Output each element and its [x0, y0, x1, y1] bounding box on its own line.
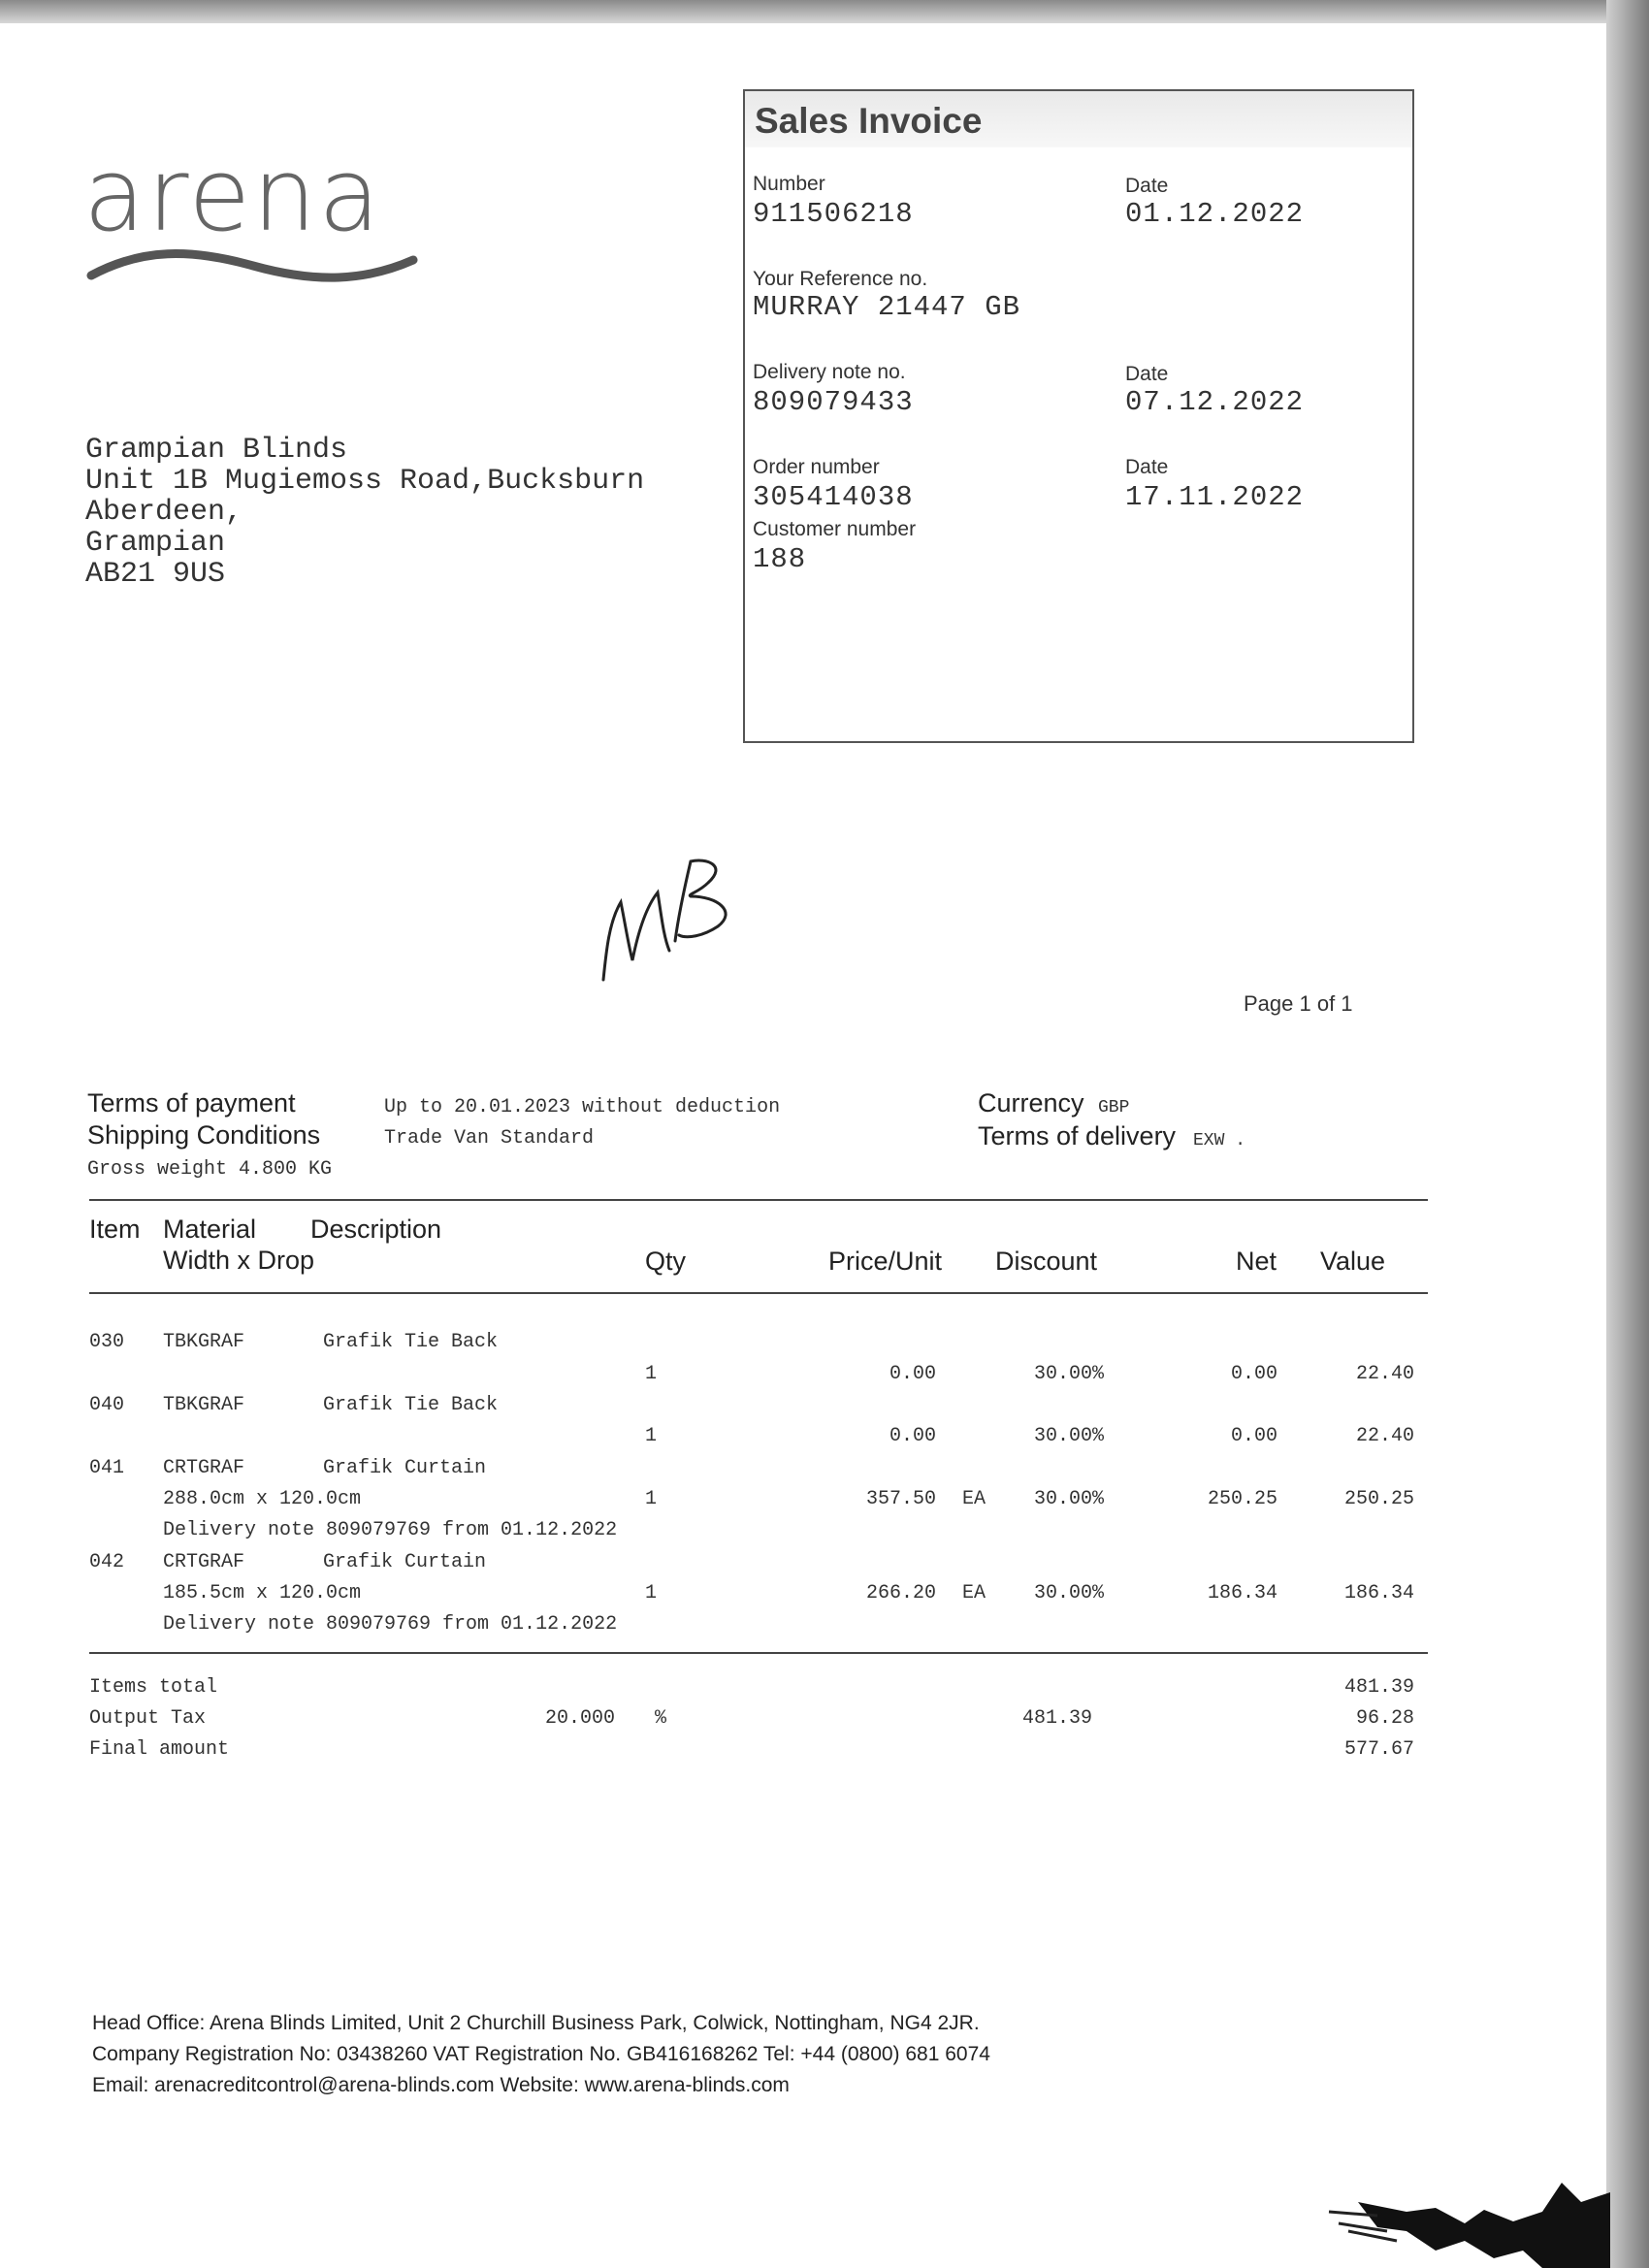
row-net: 186.34 — [1207, 1582, 1277, 1604]
customer-address — [85, 435, 644, 590]
address-line: Aberdeen, — [85, 496, 243, 529]
items-total-label: Items total — [89, 1676, 218, 1699]
order-date: 17.11.2022 — [1125, 481, 1305, 513]
address-line: AB21 9US — [85, 558, 226, 591]
col-qty: Qty — [645, 1247, 687, 1276]
address-line: Grampian Blinds — [85, 434, 348, 467]
divider — [89, 1199, 1428, 1201]
row-value: 250.25 — [1343, 1488, 1414, 1510]
date-label: Date — [1125, 175, 1169, 197]
row-discount: 30.00% — [1033, 1488, 1104, 1510]
row-size: 288.0cm x 120.0cm — [163, 1488, 362, 1510]
row-value: 186.34 — [1343, 1582, 1414, 1604]
row-qty: 1 — [645, 1363, 658, 1385]
shipping-value: Trade Van Standard — [384, 1127, 595, 1150]
invoice-date: 01.12.2022 — [1125, 198, 1305, 230]
row-price: 0.00 — [889, 1425, 936, 1447]
footer-contact: Email: arenacreditcontrol@arena-blinds.com Website: www.arena-blinds.com — [92, 2074, 790, 2096]
row-material: TBKGRAF — [163, 1331, 245, 1353]
scan-edge-right — [1606, 0, 1649, 2268]
row-material: TBKGRAF — [163, 1394, 245, 1416]
row-value: 22.40 — [1355, 1425, 1414, 1447]
order-label: Order number — [753, 456, 880, 478]
footer-registration: Company Registration No: 03438260 VAT Registration No. GB416168262 Tel: +44 (0800) 681 6074 — [92, 2043, 990, 2065]
tax-amount: 96.28 — [1355, 1707, 1414, 1730]
delivery-date: 07.12.2022 — [1125, 386, 1305, 418]
final-amount-label: Final amount — [89, 1738, 230, 1761]
row-description: Grafik Tie Back — [323, 1394, 499, 1416]
col-item: Item — [89, 1215, 141, 1244]
row-price: 266.20 — [865, 1582, 936, 1604]
reference-value: MURRAY 21447 GB — [753, 291, 1021, 323]
currency-value: GBP — [1098, 1098, 1130, 1118]
divider — [89, 1292, 1428, 1294]
row-net: 250.25 — [1207, 1488, 1277, 1510]
row-price: 357.50 — [865, 1488, 936, 1510]
invoice-number: 911506218 — [753, 198, 914, 230]
row-qty: 1 — [645, 1582, 658, 1604]
row-description: Grafik Tie Back — [323, 1331, 499, 1353]
scan-edge-top — [0, 0, 1649, 23]
row-qty: 1 — [645, 1488, 658, 1510]
delivery-date-label: Date — [1125, 363, 1169, 385]
row-qty: 1 — [645, 1425, 658, 1447]
row-delivery-note: Delivery note 809079769 from 01.12.2022 — [163, 1613, 618, 1636]
row-value: 22.40 — [1355, 1363, 1414, 1385]
company-footer — [92, 2008, 990, 2101]
gross-weight: Gross weight 4.800 KG — [87, 1158, 333, 1181]
col-width-drop: Width x Drop — [163, 1246, 315, 1275]
row-price: 0.00 — [889, 1363, 936, 1385]
currency-label: Currency — [978, 1088, 1084, 1118]
row-unit: EA — [962, 1488, 986, 1510]
payment-terms-value: Up to 20.01.2023 without deduction — [384, 1096, 781, 1118]
row-description: Grafik Curtain — [323, 1551, 487, 1573]
delivery-terms-value: EXW . — [1193, 1131, 1246, 1150]
delivery-terms-label: Terms of delivery — [978, 1121, 1177, 1150]
order-number: 305414038 — [753, 481, 914, 513]
shipping-label: Shipping Conditions — [87, 1120, 321, 1150]
row-discount: 30.00% — [1033, 1363, 1104, 1385]
final-amount-value: 577.67 — [1343, 1738, 1414, 1761]
customer-label: Customer number — [753, 518, 917, 540]
reference-label: Your Reference no. — [753, 268, 928, 290]
col-discount: Discount — [995, 1247, 1098, 1276]
col-net: Net — [1236, 1247, 1277, 1276]
invoice-details-box — [743, 89, 1414, 743]
row-delivery-note: Delivery note 809079769 from 01.12.2022 — [163, 1519, 618, 1541]
divider — [89, 1652, 1428, 1654]
tax-base: 481.39 — [1021, 1707, 1092, 1730]
row-net: 0.00 — [1230, 1425, 1277, 1447]
row-size: 185.5cm x 120.0cm — [163, 1582, 362, 1604]
col-description: Description — [310, 1215, 442, 1244]
row-discount: 30.00% — [1033, 1582, 1104, 1604]
arena-logo — [83, 136, 423, 291]
col-material: Material — [163, 1215, 257, 1244]
ink-smudge — [1319, 2173, 1610, 2268]
output-tax-label: Output Tax — [89, 1707, 207, 1730]
handwritten-signature — [582, 854, 747, 989]
delivery-note-label: Delivery note no. — [753, 361, 906, 383]
tax-rate: 20.000 — [544, 1707, 615, 1730]
row-material: CRTGRAF — [163, 1551, 245, 1573]
invoice-header-band — [745, 91, 1412, 147]
row-net: 0.00 — [1230, 1363, 1277, 1385]
address-line: Unit 1B Mugiemoss Road,Bucksburn — [85, 465, 645, 498]
row-item: 041 — [89, 1457, 125, 1479]
col-value: Value — [1320, 1247, 1386, 1276]
row-unit: EA — [962, 1582, 986, 1604]
row-material: CRTGRAF — [163, 1457, 245, 1479]
col-price-unit: Price/Unit — [828, 1247, 943, 1276]
address-line: Grampian — [85, 527, 226, 560]
logo-wave-icon — [83, 243, 423, 291]
footer-head-office: Head Office: Arena Blinds Limited, Unit 2 Churchill Business Park, Colwick, Nottingham, NG4 2JR. — [92, 2012, 980, 2034]
tax-percent-sign: % — [655, 1707, 667, 1730]
row-item: 040 — [89, 1394, 125, 1416]
items-total-value: 481.39 — [1343, 1676, 1414, 1699]
row-item: 042 — [89, 1551, 125, 1573]
row-description: Grafik Curtain — [323, 1457, 487, 1479]
row-discount: 30.00% — [1033, 1425, 1104, 1447]
page-indicator: Page 1 of 1 — [1244, 991, 1353, 1016]
delivery-note-number: 809079433 — [753, 386, 914, 418]
order-date-label: Date — [1125, 456, 1169, 478]
payment-terms-label: Terms of payment — [87, 1088, 296, 1118]
invoice-title: Sales Invoice — [755, 101, 983, 141]
logo-wordmark: arena — [83, 136, 382, 254]
customer-number: 188 — [753, 543, 807, 575]
row-item: 030 — [89, 1331, 125, 1353]
number-label: Number — [753, 173, 825, 195]
